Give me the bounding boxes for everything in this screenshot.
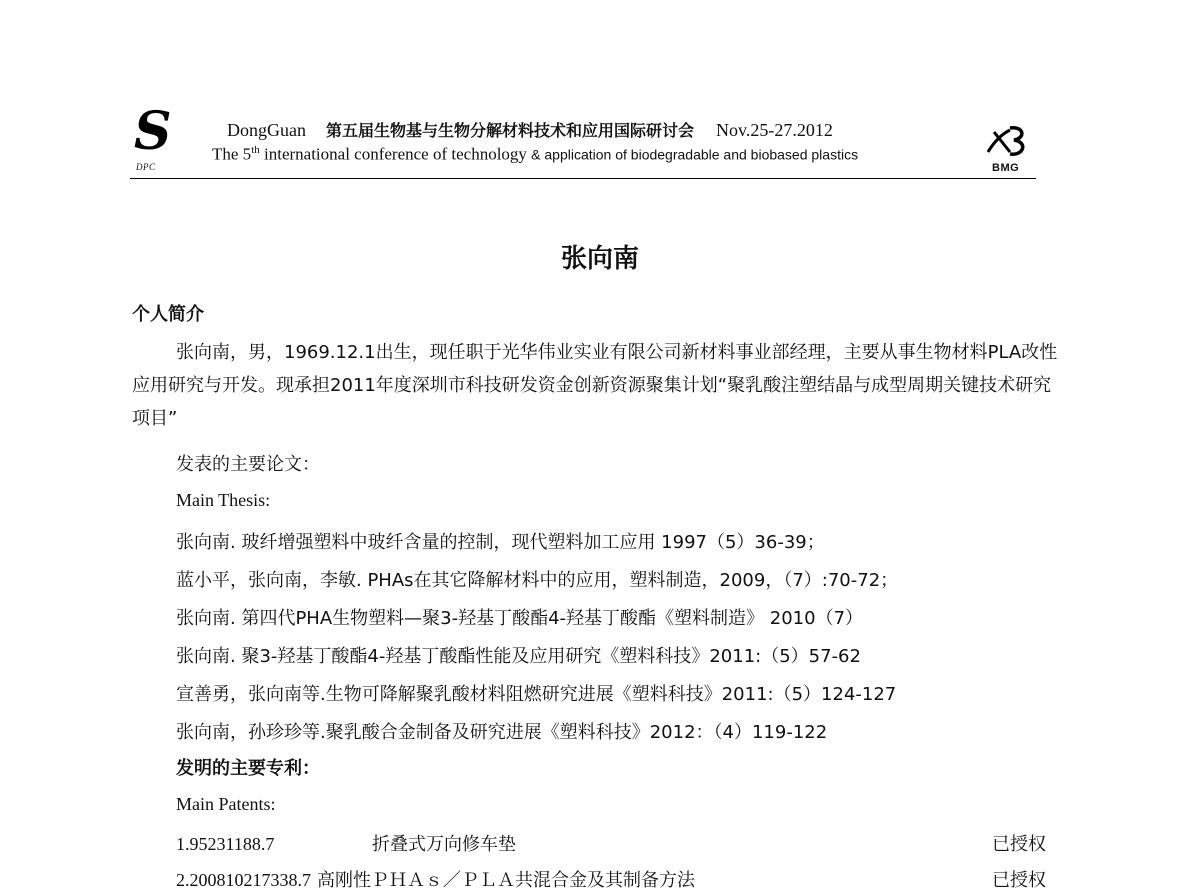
- paper-item: 张向南. 聚3-羟基丁酸酯4-羟基丁酸酯性能及应用研究《塑料科技》2011:（5）57-62: [176, 646, 861, 667]
- patent-row: [176, 830, 1046, 856]
- profile-heading: 个人简介: [132, 304, 204, 325]
- page-title: 张向南: [560, 244, 639, 274]
- papers-heading-en: Main Thesis:: [176, 490, 271, 510]
- patent-title: 折叠式万向修车垫: [372, 834, 516, 855]
- patent-status: 已授权: [992, 834, 1046, 855]
- bmg-logo-mark-icon: [980, 122, 1036, 164]
- header-city: DongGuan: [227, 120, 306, 140]
- conference-header: [130, 101, 1036, 178]
- dpc-logo-mark: S: [134, 101, 172, 162]
- paper-item: 张向南. 玻纤增强塑料中玻纤含量的控制，现代塑料加工应用 1997（5）36-39；: [176, 532, 825, 553]
- profile-paragraph: [132, 336, 1062, 435]
- header-line-1: [227, 118, 833, 141]
- profile-text: 张向南，男，1969.12.1出生，现任职于光华伟业实业有限公司新材料事业部经理，主要从事生物材料PLA改性应用研究与开发。现承担2011年度深圳市科技研发资金创新资源聚集计划“聚乳酸注塑结晶与成型周期关键技术研究项目”: [132, 342, 1058, 429]
- header-line2-mid: international conference of technology: [259, 144, 532, 164]
- header-divider: [130, 178, 1036, 179]
- paper-item: 张向南，孙珍珍等.聚乳酸合金制备及研究进展《塑料科技》2012：（4）119-122: [176, 722, 828, 743]
- dpc-logo-caption: DPC: [136, 162, 156, 172]
- dpc-logo: [130, 101, 176, 174]
- patents-heading: 发明的主要专利：: [176, 758, 320, 779]
- patent-title: 高刚性ＰＨＡｓ／ＰＬＡ共混合金及其制备方法: [317, 870, 695, 891]
- patent-status: 已授权: [992, 870, 1046, 891]
- header-line2-sans: & application of biodegradable and biobased plastics: [531, 146, 859, 163]
- bmg-logo: [980, 122, 1036, 178]
- paper-item: 宣善勇，张向南等.生物可降解聚乳酸材料阻燃研究进展《塑料科技》2011:（5）124-127: [176, 684, 897, 705]
- header-conference-cn: 第五届生物基与生物分解材料技术和应用国际研讨会: [326, 121, 695, 140]
- paper-item: 张向南. 第四代PHA生物塑料—聚3-羟基丁酸酯4-羟基丁酸酯《塑料制造》 2010（7）: [176, 608, 864, 629]
- header-dates: Nov.25-27.2012: [716, 120, 833, 140]
- patent-number: 1.95231188.7: [176, 834, 275, 854]
- papers-heading: 发表的主要论文：: [176, 454, 320, 475]
- patent-row: [176, 866, 1046, 892]
- patent-number: 2.200810217338.7: [176, 870, 311, 890]
- paper-item: 蓝小平，张向南，李敏. PHAs在其它降解材料中的应用，塑料制造，2009，（7）:70-72；: [176, 570, 899, 591]
- bmg-logo-caption: BMG: [992, 162, 1020, 174]
- header-line-2: [212, 144, 858, 165]
- patents-heading-en: Main Patents:: [176, 794, 276, 814]
- header-line2-sup: th: [251, 144, 260, 156]
- header-line2-prefix: The 5: [212, 144, 252, 164]
